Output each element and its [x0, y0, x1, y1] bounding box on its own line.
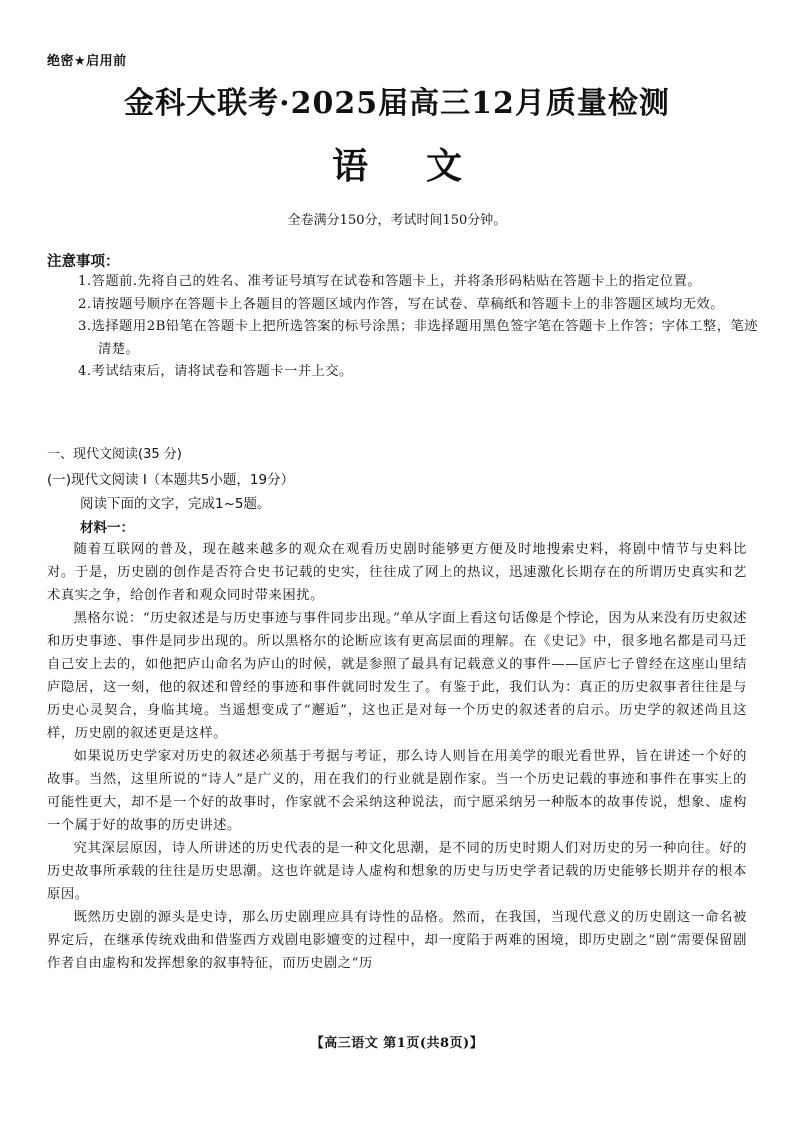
notice-list	[78, 271, 758, 384]
notice-item: 4.考试结束后，请将试卷和答题卡一并上交。	[78, 364, 353, 379]
passage-paragraph: 黑格尔说：“历史叙述是与历史事迹与事件同步出现。”单从字面上看这句话像是个悖论，因为从来没有历史叙述和历史事迹、事件是同步出现的。所以黑格尔的论断应该有更高层面的理解。在《史记》中，很多地名都是司马迁自己安上去的，如他把庐山命名为庐山的时候，就是参照了最具有记载意义的事件——匡庐七子曾经在这座山里结庐隐居，这一刻，他的叙述和曾经的事迹和事件就同时发生了。有鉴于此，我们认为：真正的历史叙事者往往是与历史心灵契合，身临其境。当遥想变成了“邂逅”，这也正是对每一个历史的叙述者的启示。历史学的叙述尚且这样，历史剧的叙述更是这样。	[47, 611, 747, 741]
notice-item: 2.请按题号顺序在答题卡上各题目的答题区域内作答，写在试卷、草稿纸和答题卡上的非答题区域均无效。	[78, 296, 724, 312]
exam-title: 金科大联考·2025届高三12月质量检测	[124, 86, 670, 121]
subject-title: 语文	[331, 145, 520, 187]
section-heading: 一、现代文阅读(35 分)	[47, 447, 182, 462]
passage-paragraph: 如果说历史学家对历史的叙述必须基于考据与考证，那么诗人则旨在用美学的眼光看世界，旨在讲述一个好的故事。当然，这里所说的“诗人”是广义的，用在我们的行业就是剧作家。当一个历史记载的事迹和事件在事实上的可能性更大，却不是一个好的故事时，作家就不会采纳这种说法，而宁愿采纳另一种版本的故事传说，想象、虚构一个属于好的故事的历史讲述。	[47, 749, 747, 833]
notice-heading: 注意事项：	[47, 254, 120, 270]
sub-section-heading: (一)现代文阅读 I（本题共5小题，19分）	[47, 472, 295, 488]
passage-paragraph: 随着互联网的普及，现在越来越多的观众在观看历史剧时能够更方便及时地搜索史料，将剧中情节与史料比对。于是，历史剧的创作是否符合史书记载的史实，往往成了网上的热议，迅速激化长期存在的所谓历史真实和艺术真实之争，给创作者和观众同时带来困扰。	[47, 542, 747, 603]
passage-paragraph: 究其深层原因，诗人所讲述的历史代表的是一种文化思潮，是不同的历史时期人们对历史的另一种向往。好的历史故事所承载的往往是历史思潮。这也许就是诗人虚构和想象的历史与历史学者记载的历史能够长期并存的根本原因。	[47, 841, 747, 902]
exam-info: 全卷满分150分，考试时间150分钟。	[287, 213, 507, 228]
secret-label: 绝密★启用前	[47, 54, 127, 69]
notice-item: 3.选择题用2B铅笔在答题卡上把所选答案的标号涂黑；非选择题用黑色签字笔在答题卡上作答；字体工整，笔迹清楚。	[78, 319, 758, 357]
notice-item: 1.答题前.先将自己的姓名、准考证号填写在试卷和答题卡上，并将条形码粘贴在答题卡上的指定位置。	[78, 274, 702, 289]
passage-paragraph: 既然历史剧的源头是史诗，那么历史剧理应具有诗性的品格。然而，在我国，当现代意义的历史剧这一命名被界定后，在继承传统戏曲和借鉴西方戏剧电影嬗变的过程中，却一度陷于两难的困境，即历史剧之“剧”需要保留剧作者自由虚构和发挥想象的叙事特征，而历史剧之“历	[47, 910, 747, 971]
reading-instruction: 阅读下面的文字，完成1~5题。	[80, 496, 271, 512]
reading-passage	[47, 538, 747, 975]
material-label: 材料一：	[80, 520, 134, 536]
page-footer: 【高三语文 第1页(共8页)】	[310, 1036, 484, 1051]
